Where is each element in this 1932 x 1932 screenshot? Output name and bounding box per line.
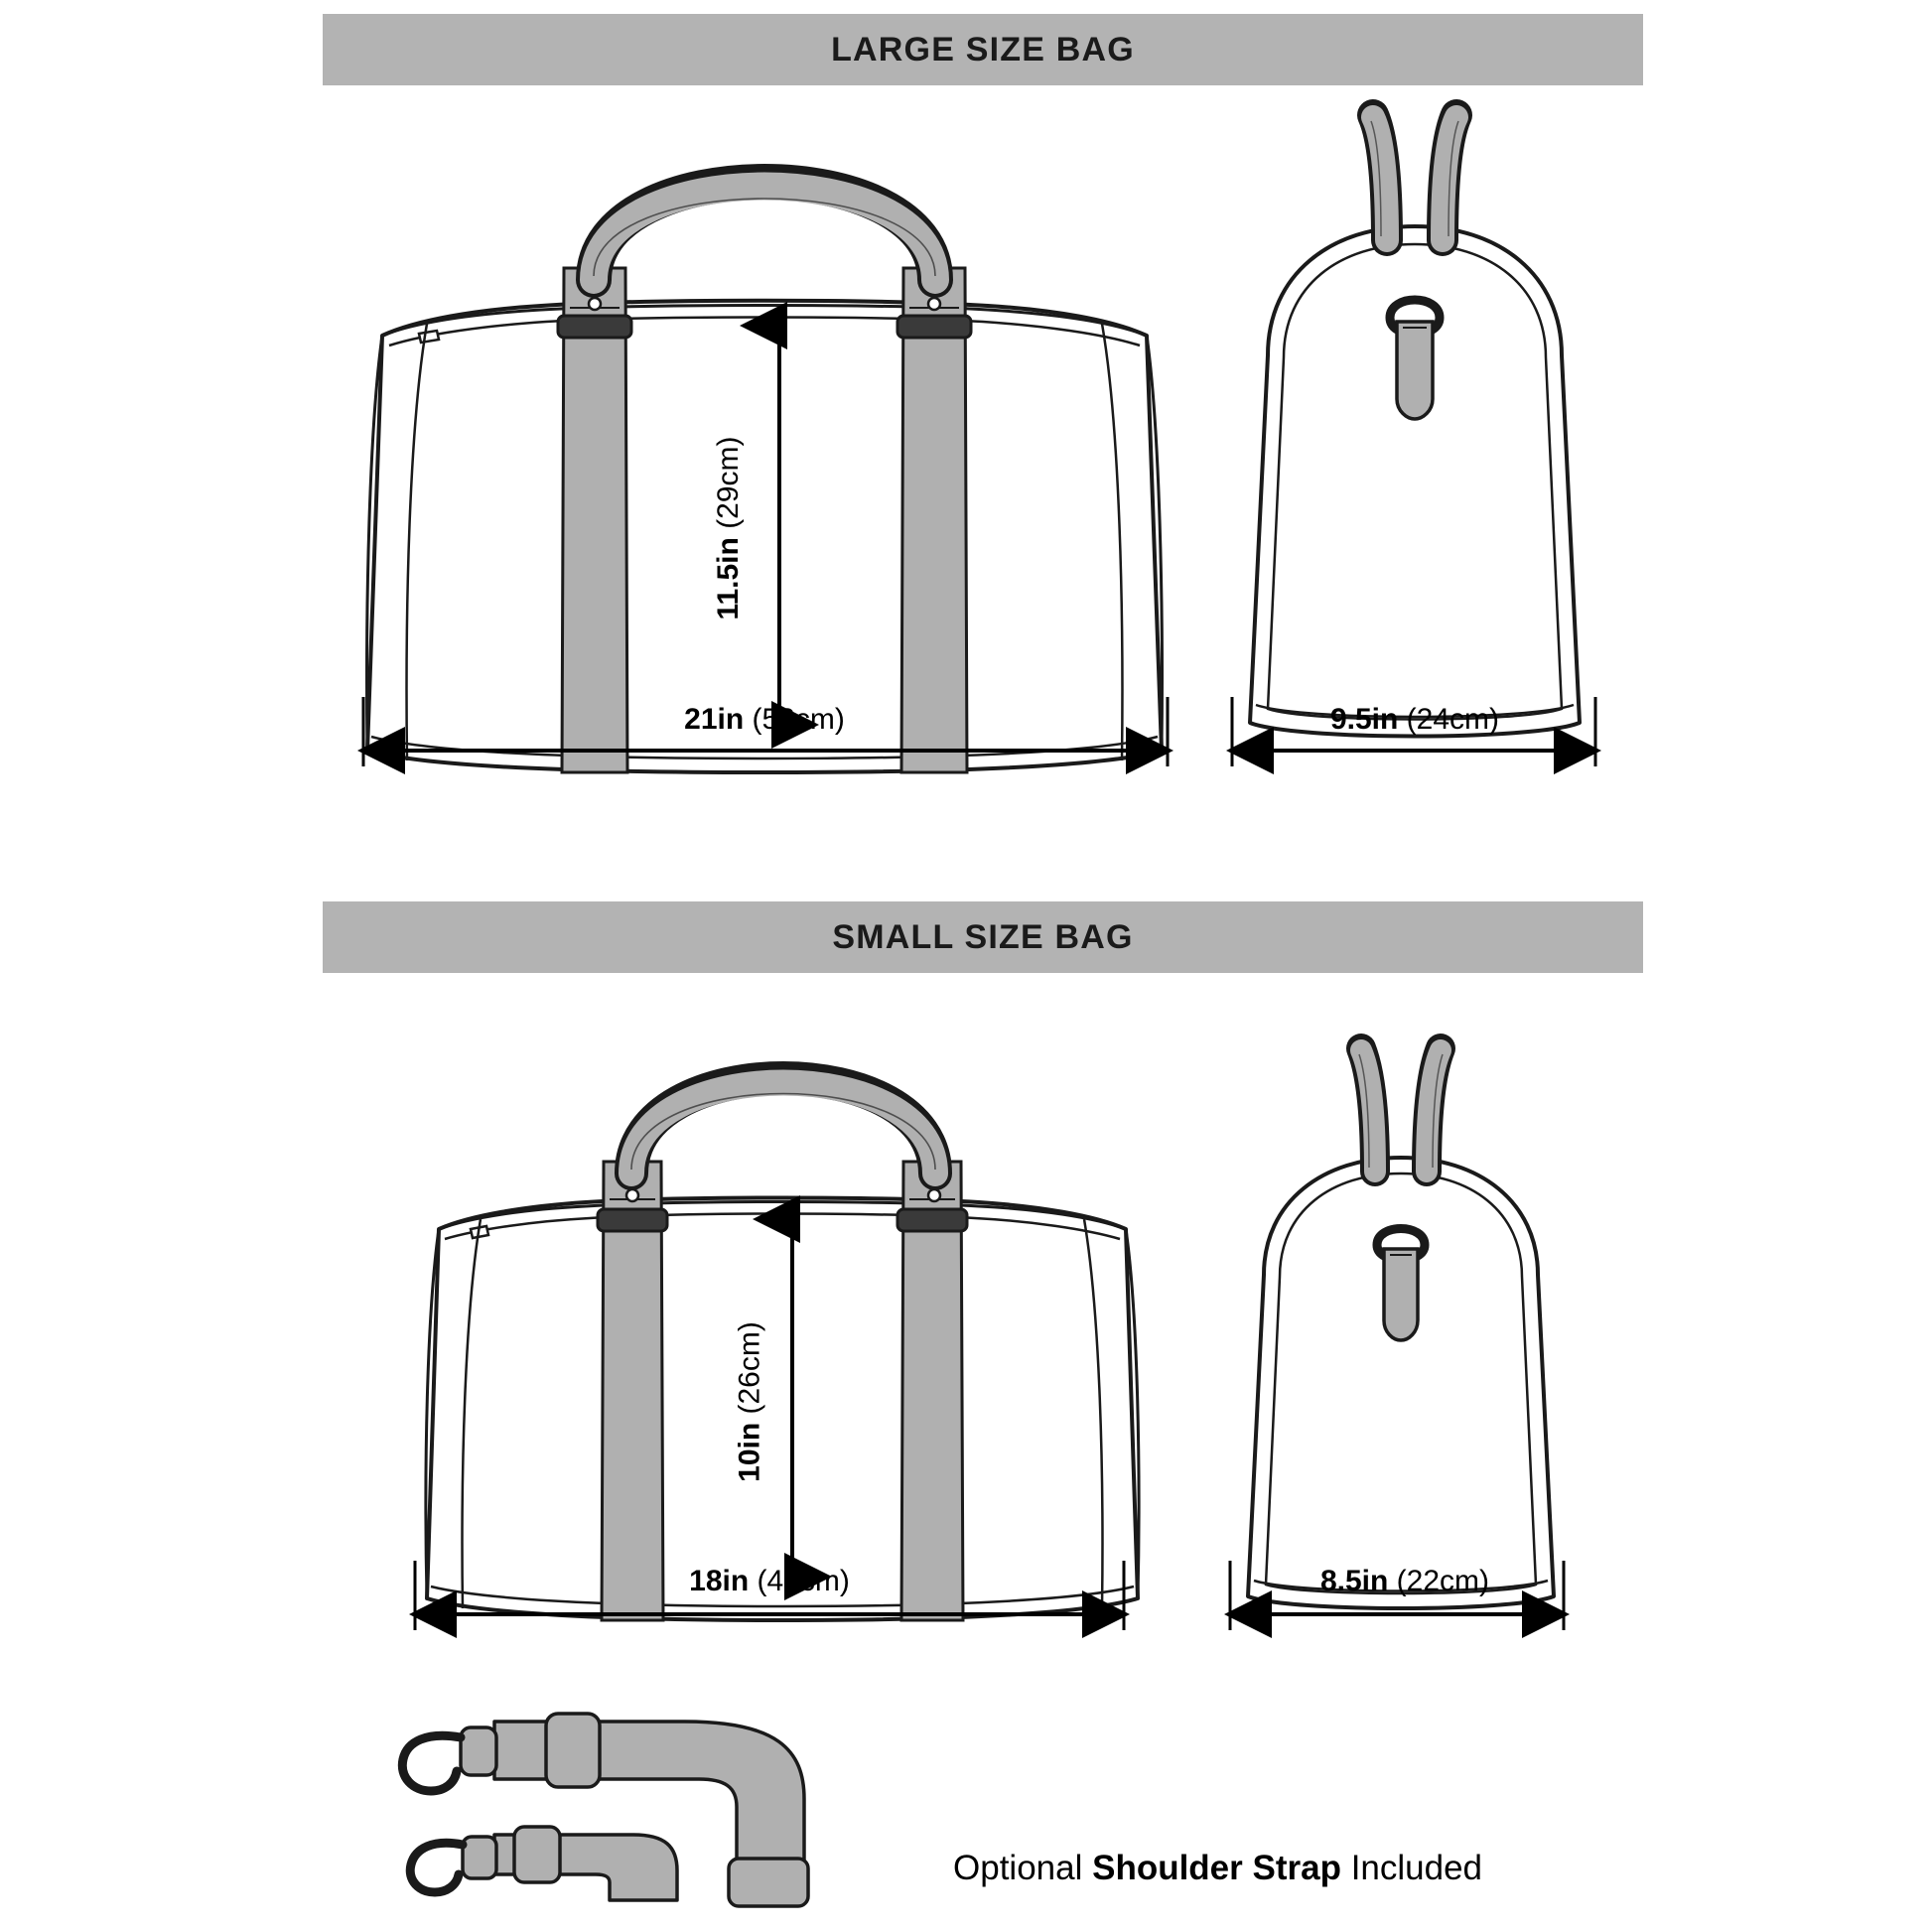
large-bag-front-view (328, 109, 1201, 736)
small-bag-front-view (387, 1003, 1152, 1597)
height-dimension-large (328, 109, 1201, 685)
swivel-hook-icon (402, 1727, 496, 1791)
width-label-small: 18in (46cm) (689, 1565, 850, 1597)
shoulder-strap-icon (387, 1688, 943, 1926)
d-ring-tab (1397, 322, 1433, 419)
section-title-large: LARGE SIZE BAG (831, 30, 1135, 69)
d-ring-tab (1384, 1249, 1418, 1340)
height-label-small: 10in (26cm) (733, 1321, 766, 1482)
section-header-small (323, 901, 1643, 973)
height-dimension-small (387, 1003, 1152, 1559)
width-label-small-side: 8.5in (22cm) (1319, 1565, 1490, 1597)
strap-note-suffix: Included (1340, 1849, 1483, 1887)
strap-pad-keeper (729, 1859, 808, 1906)
shoulder-strap-note (953, 1849, 1482, 1888)
height-label-large: 11.5in (29cm) (712, 436, 745, 621)
width-label-large: 21in (52cm) (684, 703, 845, 736)
swivel-hook-icon-2 (410, 1837, 496, 1892)
width-label-large-side: 9.5in (24cm) (1329, 703, 1500, 736)
shoulder-strap-view (387, 1688, 943, 1926)
strap-note-strong: Shoulder Strap (1092, 1849, 1341, 1887)
strap-adjuster-slider (546, 1714, 600, 1787)
large-bag-side-view (1206, 109, 1623, 736)
strap-adjuster-slider-2 (514, 1827, 560, 1882)
duffle-bag-side-view-icon (1206, 1035, 1603, 1561)
section-title-small: SMALL SIZE BAG (832, 917, 1134, 956)
section-header-large (323, 14, 1643, 85)
strap-note-prefix: Optional (953, 1849, 1093, 1887)
small-bag-side-view (1206, 1035, 1603, 1597)
duffle-bag-side-view-icon (1206, 109, 1623, 685)
